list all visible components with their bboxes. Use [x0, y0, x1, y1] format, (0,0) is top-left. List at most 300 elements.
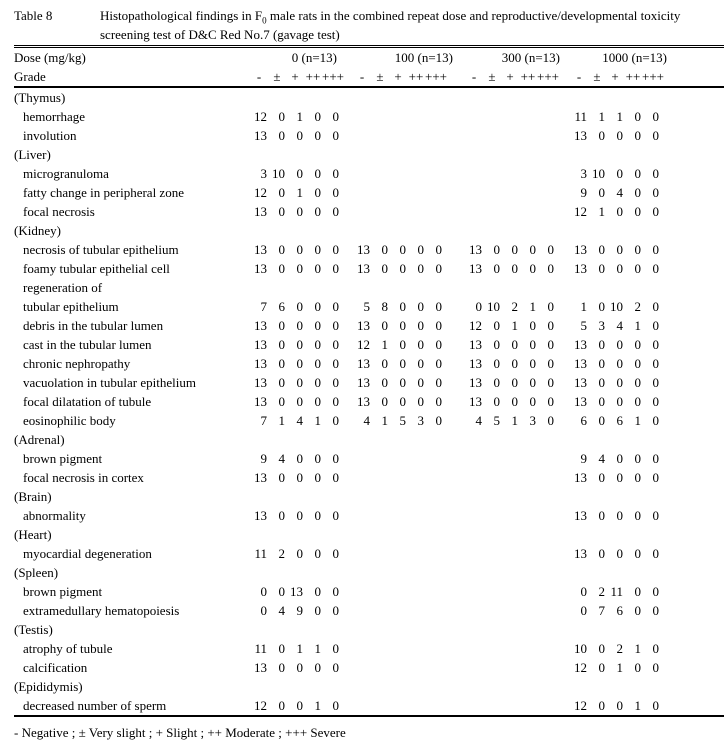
- grade-count-cell: [501, 544, 519, 563]
- grade-count-cell: 6: [278, 299, 285, 314]
- finding-row: [14, 411, 724, 430]
- grade-count-cell: 13: [357, 318, 370, 333]
- column-spacer: [443, 240, 465, 259]
- dose-label: Dose (mg/kg): [14, 50, 86, 65]
- grade-count-cell: [501, 582, 519, 601]
- grade-count-cell: 13: [254, 508, 267, 523]
- grade-count-cell: [407, 658, 425, 677]
- column-spacer: [555, 297, 570, 316]
- grade-count-cell: 0: [332, 451, 339, 466]
- grade-count-cell: [519, 449, 537, 468]
- grade-count-cell: 0: [278, 508, 285, 523]
- grade-count-cell: 0: [314, 242, 321, 257]
- column-spacer: [340, 107, 353, 126]
- grade-label: Grade: [14, 69, 46, 84]
- organ-label: (Kidney): [14, 223, 61, 238]
- grade-count-cell: 0: [278, 185, 285, 200]
- grade-count-cell: 0: [381, 261, 388, 276]
- grade-count-cell: 2: [634, 299, 641, 314]
- grade-count-cell: 1: [314, 698, 321, 713]
- grade-count-cell: [407, 278, 425, 297]
- column-spacer: [340, 316, 353, 335]
- column-spacer: [443, 411, 465, 430]
- grade-count-cell: [465, 202, 483, 221]
- grade-count-cell: 3: [260, 166, 267, 181]
- grade-count-cell: [501, 658, 519, 677]
- grade-count-cell: 8: [381, 299, 388, 314]
- grade-count-cell: 0: [417, 261, 424, 276]
- grade-count-cell: 0: [332, 128, 339, 143]
- grade-count-cell: 0: [475, 299, 482, 314]
- grade-count-cell: [407, 639, 425, 658]
- grade-count-cell: [425, 582, 443, 601]
- grade-count-cell: [371, 582, 389, 601]
- grade-count-cell: 2: [616, 641, 623, 656]
- grade-count-cell: 0: [493, 356, 500, 371]
- column-spacer: [443, 658, 465, 677]
- grade-count-cell: 0: [278, 698, 285, 713]
- column-spacer: [443, 639, 465, 658]
- grade-count-cell: [371, 468, 389, 487]
- grade-count-cell: 4: [363, 413, 370, 428]
- grade-count-cell: 0: [296, 356, 303, 371]
- grade-count-cell: 0: [381, 356, 388, 371]
- grade-count-cell: 0: [598, 128, 605, 143]
- organ-label: (Spleen): [14, 565, 59, 580]
- caption-line-1: [100, 6, 724, 25]
- grade-count-cell: [537, 202, 555, 221]
- grade-count-cell: 0: [652, 546, 659, 561]
- grade-count-cell: 1: [314, 641, 321, 656]
- column-spacer: [340, 506, 353, 525]
- grade-count-cell: 0: [296, 394, 303, 409]
- grade-symbol: ++: [520, 69, 536, 84]
- grade-count-cell: 1: [616, 660, 623, 675]
- dose-group-header: 300 (n=13): [501, 50, 560, 65]
- column-spacer: [443, 449, 465, 468]
- table-caption-block: [14, 6, 724, 44]
- organ-label: (Brain): [14, 489, 52, 504]
- grade-count-cell: [371, 126, 389, 145]
- caption-pre: Histopathological findings in F: [100, 8, 263, 23]
- column-spacer: [443, 335, 465, 354]
- grade-count-cell: 0: [296, 318, 303, 333]
- grade-count-cell: 0: [493, 261, 500, 276]
- grade-count-cell: [465, 506, 483, 525]
- grade-count-cell: [537, 449, 555, 468]
- grade-count-cell: [624, 278, 642, 297]
- grade-count-cell: 0: [634, 185, 641, 200]
- column-spacer: [443, 601, 465, 620]
- grade-count-cell: 0: [296, 299, 303, 314]
- grade-count-cell: [501, 601, 519, 620]
- grade-count-cell: [465, 183, 483, 202]
- grade-count-cell: 0: [296, 660, 303, 675]
- grade-count-cell: [519, 107, 537, 126]
- grade-count-cell: [425, 183, 443, 202]
- column-spacer: [555, 354, 570, 373]
- grade-count-cell: [537, 658, 555, 677]
- grade-count-cell: [483, 506, 501, 525]
- grade-count-cell: 0: [260, 584, 267, 599]
- column-spacer: [555, 259, 570, 278]
- column-spacer: [555, 582, 570, 601]
- grade-count-cell: [286, 278, 304, 297]
- grade-count-cell: 1: [296, 185, 303, 200]
- grade-count-cell: 0: [332, 413, 339, 428]
- grade-count-cell: 0: [616, 261, 623, 276]
- grade-count-cell: [407, 107, 425, 126]
- grade-count-cell: 0: [314, 299, 321, 314]
- grade-count-cell: 0: [598, 337, 605, 352]
- grade-count-cell: 13: [357, 261, 370, 276]
- grade-count-cell: 13: [574, 508, 587, 523]
- grade-count-cell: [465, 126, 483, 145]
- grade-count-cell: 0: [399, 394, 406, 409]
- grade-count-cell: [501, 107, 519, 126]
- grade-count-cell: 0: [296, 375, 303, 390]
- grade-count-cell: [389, 202, 407, 221]
- grade-count-cell: 0: [399, 261, 406, 276]
- grade-count-cell: 0: [314, 470, 321, 485]
- grade-count-cell: [407, 468, 425, 487]
- grade-symbol: +: [291, 69, 299, 84]
- grade-count-cell: 3: [529, 413, 536, 428]
- grade-count-cell: [353, 449, 371, 468]
- grade-count-cell: [389, 544, 407, 563]
- grade-count-cell: 0: [529, 356, 536, 371]
- grade-symbol: +: [611, 69, 619, 84]
- grade-count-cell: 0: [260, 603, 267, 618]
- grade-count-cell: 0: [314, 451, 321, 466]
- grade-count-cell: 0: [332, 375, 339, 390]
- grade-count-cell: 0: [634, 394, 641, 409]
- grade-count-cell: [483, 449, 501, 468]
- column-spacer: [443, 278, 465, 297]
- column-spacer: [443, 582, 465, 601]
- grade-count-cell: [519, 639, 537, 658]
- grade-count-cell: [425, 506, 443, 525]
- grade-symbol: ±: [488, 69, 496, 84]
- grade-count-cell: [389, 601, 407, 620]
- grade-count-cell: 0: [417, 337, 424, 352]
- bottom-rule: [14, 715, 724, 717]
- grade-count-cell: 0: [634, 546, 641, 561]
- column-spacer: [555, 658, 570, 677]
- grade-count-cell: 13: [574, 546, 587, 561]
- grade-count-cell: 0: [634, 109, 641, 124]
- grade-count-cell: [501, 126, 519, 145]
- grade-count-cell: [425, 544, 443, 563]
- grade-count-cell: 0: [278, 641, 285, 656]
- grade-count-cell: 13: [574, 470, 587, 485]
- grade-count-cell: 0: [547, 318, 554, 333]
- grade-count-cell: 0: [652, 204, 659, 219]
- grade-count-cell: 0: [332, 584, 339, 599]
- grade-count-cell: [570, 278, 588, 297]
- grade-count-cell: 13: [254, 242, 267, 257]
- grade-count-cell: 0: [652, 584, 659, 599]
- grade-count-cell: 0: [314, 128, 321, 143]
- column-spacer: [443, 373, 465, 392]
- grade-count-cell: 13: [254, 660, 267, 675]
- grade-count-cell: 0: [314, 318, 321, 333]
- grade-count-cell: [407, 183, 425, 202]
- grade-count-cell: 12: [574, 660, 587, 675]
- grade-count-cell: [483, 126, 501, 145]
- grade-count-cell: [465, 639, 483, 658]
- grade-count-cell: 0: [314, 166, 321, 181]
- finding-label: tubular epithelium: [23, 299, 119, 314]
- grade-count-cell: [389, 164, 407, 183]
- grade-count-cell: 7: [598, 603, 605, 618]
- grade-count-cell: [642, 278, 660, 297]
- grade-symbol: -: [359, 69, 365, 84]
- grade-symbol: +++: [322, 69, 344, 84]
- grade-count-cell: [407, 202, 425, 221]
- grade-count-cell: [483, 202, 501, 221]
- grade-count-cell: [389, 582, 407, 601]
- grade-count-cell: 13: [254, 128, 267, 143]
- grade-count-cell: 0: [381, 242, 388, 257]
- finding-row: [14, 126, 724, 145]
- grade-count-cell: [353, 639, 371, 658]
- dose-group-header: 1000 (n=13): [602, 50, 667, 65]
- grade-count-cell: 5: [363, 299, 370, 314]
- grade-count-cell: 0: [381, 375, 388, 390]
- column-spacer: [443, 506, 465, 525]
- grade-count-cell: 0: [435, 375, 442, 390]
- grade-count-cell: [353, 582, 371, 601]
- grade-count-cell: [483, 164, 501, 183]
- grade-count-cell: 12: [254, 185, 267, 200]
- grade-count-cell: 0: [616, 128, 623, 143]
- column-spacer: [340, 544, 353, 563]
- grade-count-cell: 0: [435, 413, 442, 428]
- grade-count-cell: 13: [469, 337, 482, 352]
- grade-count-cell: 1: [580, 299, 587, 314]
- grade-count-cell: [519, 696, 537, 715]
- grade-count-cell: 0: [529, 318, 536, 333]
- finding-label: extramedullary hematopoiesis: [23, 603, 180, 618]
- column-spacer: [340, 278, 353, 297]
- grade-count-cell: 0: [278, 242, 285, 257]
- grade-count-cell: 0: [598, 356, 605, 371]
- grade-count-cell: 0: [511, 242, 518, 257]
- grade-count-cell: 0: [332, 660, 339, 675]
- grade-count-cell: 0: [652, 508, 659, 523]
- column-spacer: [555, 278, 570, 297]
- finding-label: focal necrosis: [23, 204, 95, 219]
- finding-row: [14, 316, 724, 335]
- grade-count-cell: 0: [332, 641, 339, 656]
- grade-count-cell: [407, 601, 425, 620]
- grade-count-cell: [465, 449, 483, 468]
- grade-count-cell: 0: [598, 299, 605, 314]
- column-spacer: [340, 468, 353, 487]
- column-spacer: [340, 164, 353, 183]
- column-spacer: [340, 696, 353, 715]
- grade-symbol: ±: [593, 69, 601, 84]
- column-spacer: [340, 601, 353, 620]
- grade-count-cell: 0: [511, 261, 518, 276]
- column-spacer: [555, 107, 570, 126]
- finding-row: [14, 373, 724, 392]
- grade-count-cell: [389, 449, 407, 468]
- grade-count-cell: 1: [598, 109, 605, 124]
- grade-count-cell: 0: [278, 337, 285, 352]
- organ-section-row: [14, 221, 724, 240]
- grade-count-cell: 12: [574, 204, 587, 219]
- grade-count-cell: 0: [296, 242, 303, 257]
- grade-count-cell: 0: [634, 242, 641, 257]
- grade-count-cell: [519, 183, 537, 202]
- grade-count-cell: 0: [332, 299, 339, 314]
- grade-count-cell: 0: [616, 470, 623, 485]
- grade-count-cell: 9: [580, 185, 587, 200]
- grade-symbol: ++: [625, 69, 641, 84]
- column-spacer: [340, 240, 353, 259]
- grade-count-cell: 0: [511, 375, 518, 390]
- column-spacer: [443, 164, 465, 183]
- grade-count-cell: [353, 164, 371, 183]
- grade-count-cell: 3: [580, 166, 587, 181]
- column-spacer: [340, 449, 353, 468]
- grade-count-cell: 0: [652, 299, 659, 314]
- grade-count-cell: 0: [278, 470, 285, 485]
- grade-count-cell: 0: [652, 603, 659, 618]
- finding-label: involution: [23, 128, 77, 143]
- column-spacer: [555, 373, 570, 392]
- column-spacer: [555, 164, 570, 183]
- grade-count-cell: 0: [598, 470, 605, 485]
- grade-count-cell: 13: [574, 394, 587, 409]
- grade-count-cell: 13: [469, 356, 482, 371]
- grade-count-cell: 0: [511, 394, 518, 409]
- grade-count-cell: 0: [652, 375, 659, 390]
- finding-row: [14, 354, 724, 373]
- grade-count-cell: 0: [332, 318, 339, 333]
- column-spacer: [443, 107, 465, 126]
- organ-section-row: [14, 525, 724, 544]
- finding-row: [14, 544, 724, 563]
- grade-count-cell: 0: [529, 394, 536, 409]
- finding-row: [14, 658, 724, 677]
- grade-count-cell: [371, 506, 389, 525]
- grade-count-cell: 0: [616, 451, 623, 466]
- grade-count-cell: [519, 658, 537, 677]
- grade-count-cell: 0: [598, 394, 605, 409]
- grade-count-cell: [519, 164, 537, 183]
- grade-count-cell: 0: [652, 451, 659, 466]
- organ-section-row: [14, 430, 724, 449]
- grade-count-cell: [501, 639, 519, 658]
- grade-count-cell: 0: [547, 337, 554, 352]
- dose-group-header: 0 (n=13): [291, 50, 337, 65]
- grade-count-cell: [268, 278, 286, 297]
- grade-count-cell: 0: [296, 698, 303, 713]
- grade-symbol: -: [471, 69, 477, 84]
- table-caption: [100, 6, 724, 44]
- grade-count-cell: 12: [357, 337, 370, 352]
- grade-symbol: -: [256, 69, 262, 84]
- grade-count-cell: 0: [598, 546, 605, 561]
- grade-count-cell: 5: [580, 318, 587, 333]
- grade-count-cell: 0: [634, 470, 641, 485]
- caption-post: male rats in the combined repeat dose and reproductive/developmental toxicity: [266, 8, 681, 23]
- grade-count-cell: 0: [634, 128, 641, 143]
- grade-count-cell: [353, 544, 371, 563]
- grade-count-cell: 1: [634, 318, 641, 333]
- grade-count-cell: 0: [652, 641, 659, 656]
- column-spacer: [555, 468, 570, 487]
- grade-count-cell: [465, 658, 483, 677]
- grade-count-cell: [537, 183, 555, 202]
- grade-count-cell: 0: [493, 318, 500, 333]
- organ-section-row: [14, 88, 724, 107]
- grade-count-cell: [483, 601, 501, 620]
- grade-count-cell: 6: [580, 413, 587, 428]
- grade-count-cell: [389, 183, 407, 202]
- grade-count-cell: [371, 544, 389, 563]
- grade-count-cell: 13: [469, 375, 482, 390]
- grade-count-cell: [389, 278, 407, 297]
- grade-count-cell: 0: [634, 584, 641, 599]
- finding-row: [14, 639, 724, 658]
- column-spacer: [443, 202, 465, 221]
- grade-count-cell: 0: [634, 603, 641, 618]
- grade-count-cell: 0: [652, 109, 659, 124]
- grade-count-cell: [483, 582, 501, 601]
- grade-symbol: ++: [305, 69, 321, 84]
- grade-count-cell: 13: [254, 337, 267, 352]
- grade-count-cell: 0: [435, 394, 442, 409]
- grade-count-cell: [483, 696, 501, 715]
- grade-count-cell: [501, 202, 519, 221]
- grade-count-cell: 13: [254, 318, 267, 333]
- grade-count-cell: 0: [278, 204, 285, 219]
- finding-row: [14, 278, 724, 297]
- grade-count-cell: [465, 544, 483, 563]
- grade-count-cell: [371, 202, 389, 221]
- grade-count-cell: 0: [278, 584, 285, 599]
- grade-count-cell: 0: [598, 641, 605, 656]
- grade-count-cell: 0: [652, 660, 659, 675]
- finding-row: [14, 259, 724, 278]
- finding-label: focal dilatation of tubule: [23, 394, 152, 409]
- grade-count-cell: 0: [547, 394, 554, 409]
- grade-count-cell: 0: [652, 356, 659, 371]
- grade-count-cell: [389, 468, 407, 487]
- grade-count-cell: [537, 126, 555, 145]
- grade-count-cell: 0: [652, 261, 659, 276]
- column-spacer: [555, 506, 570, 525]
- organ-label: (Adrenal): [14, 432, 65, 447]
- grade-count-cell: 4: [475, 413, 482, 428]
- grade-count-cell: 0: [278, 356, 285, 371]
- grade-count-cell: 0: [296, 451, 303, 466]
- grade-count-cell: [537, 696, 555, 715]
- grade-count-cell: [465, 601, 483, 620]
- grade-count-cell: 0: [435, 261, 442, 276]
- grade-count-cell: 13: [574, 375, 587, 390]
- organ-label: (Liver): [14, 147, 51, 162]
- grade-count-cell: 0: [529, 337, 536, 352]
- grade-count-cell: 0: [529, 242, 536, 257]
- grade-count-cell: 0: [332, 204, 339, 219]
- grade-count-cell: [389, 506, 407, 525]
- grade-count-cell: [501, 164, 519, 183]
